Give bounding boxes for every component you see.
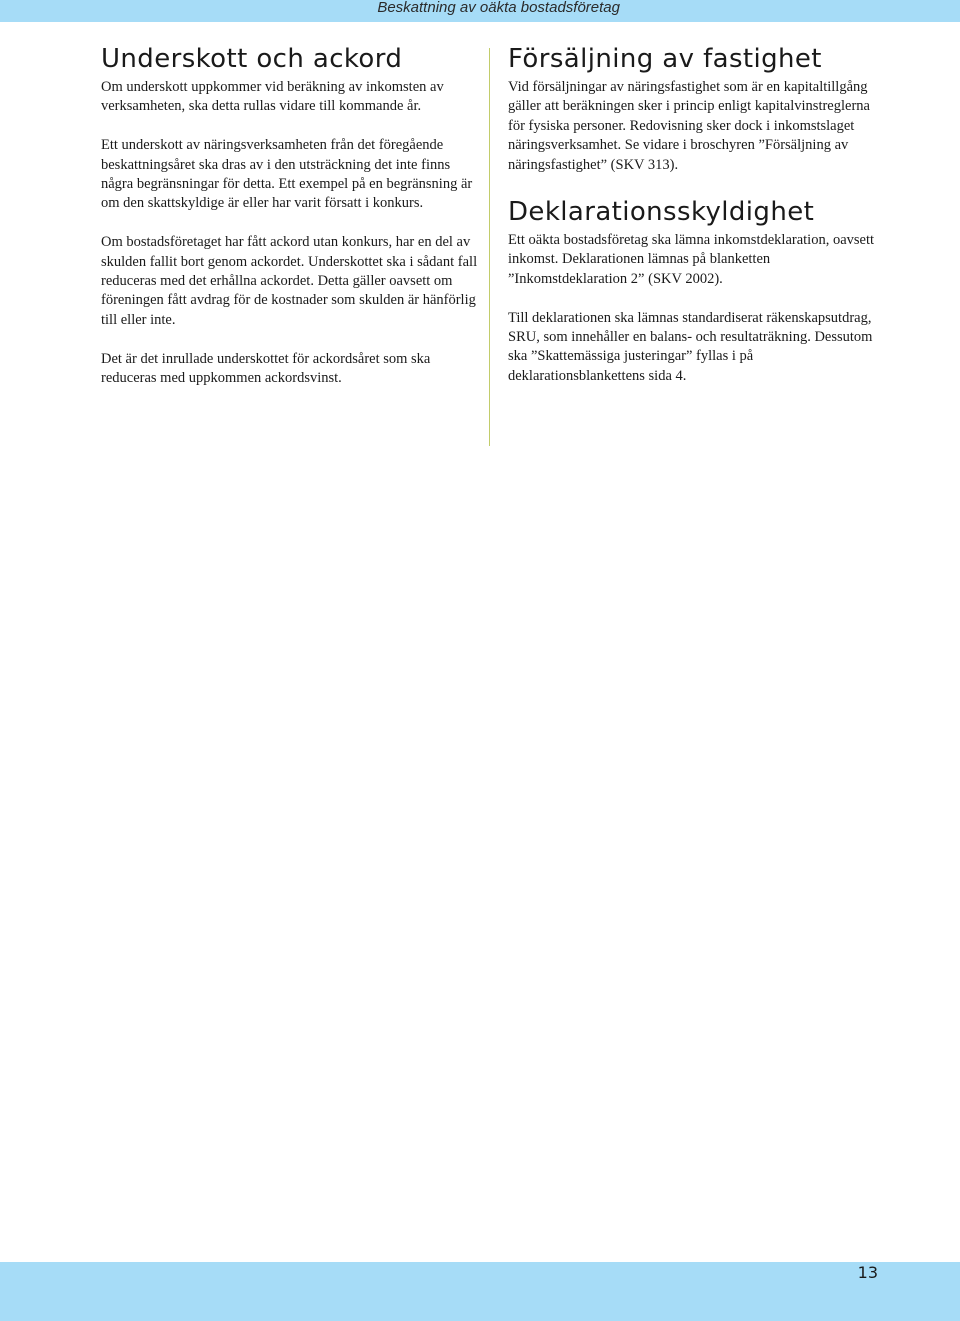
heading-underskott-och-ackord: Underskott och ackord: [101, 44, 403, 74]
right-column: [508, 44, 880, 406]
paragraph: Ett oäkta bostadsföretag ska lämna inkomstdeklaration, oavsett inkomst. Deklarationen lämnas på blanketten ”Inkomstdeklaration 2” (SKV 2002).: [508, 232, 875, 287]
heading-forsaljning-av-fastighet: Försäljning av fastighet: [508, 44, 822, 74]
paragraph: Om bostadsföretaget har fått ackord utan konkurs, har en del av skulden fallit bort genom ackordet. Underskottet ska i sådant fall reduceras med det erhållna ackordet. Detta gäller oavsett om föreningen fått avdrag för de kostnader som skulden är hänförlig till eller inte.: [101, 234, 478, 328]
running-title: Beskattning av oäkta bostadsföretag: [377, 0, 620, 16]
paragraph: Det är det inrullade underskottet för ackordsåret som ska reduceras med uppkommen ackordsvinst.: [101, 350, 431, 387]
paragraph: Om underskott uppkommer vid beräkning av inkomsten av verksamheten, ska detta rullas vidare till kommande år.: [101, 79, 444, 115]
paragraph: Vid försäljningar av näringsfastighet som är en kapitaltillgång gäller att beräkningen sker i princip enligt kapitalvinstreglerna för fysiska personer. Redovisning sker dock i inkomstslaget näringsverksamhet. Se vidare i broschyren ”Försäljning av näringsfastighet” (SKV 313).: [508, 79, 870, 173]
footer-band: [0, 1262, 960, 1321]
left-column: [101, 44, 479, 408]
page-number: 13: [857, 1263, 878, 1282]
heading-deklarationsskyldighet: Deklarationsskyldighet: [508, 197, 815, 228]
paragraph: Ett underskott av näringsverksamheten från det föregående beskattningsåret ska dras av i den utsträckning det inte finns några begränsningar för detta. Ett exempel på en begränsning är om den skattskyldige är eller har varit försatt i konkurs.: [101, 137, 473, 212]
paragraph: Till deklarationen ska lämnas standardiserat räkenskapsutdrag, SRU, som innehåller en balans- och resultaträkning. Dessutom ska ”Skattemässiga justeringar” fyllas i på deklarationsblankettens sida 4.: [508, 309, 873, 384]
column-divider: [489, 48, 490, 446]
